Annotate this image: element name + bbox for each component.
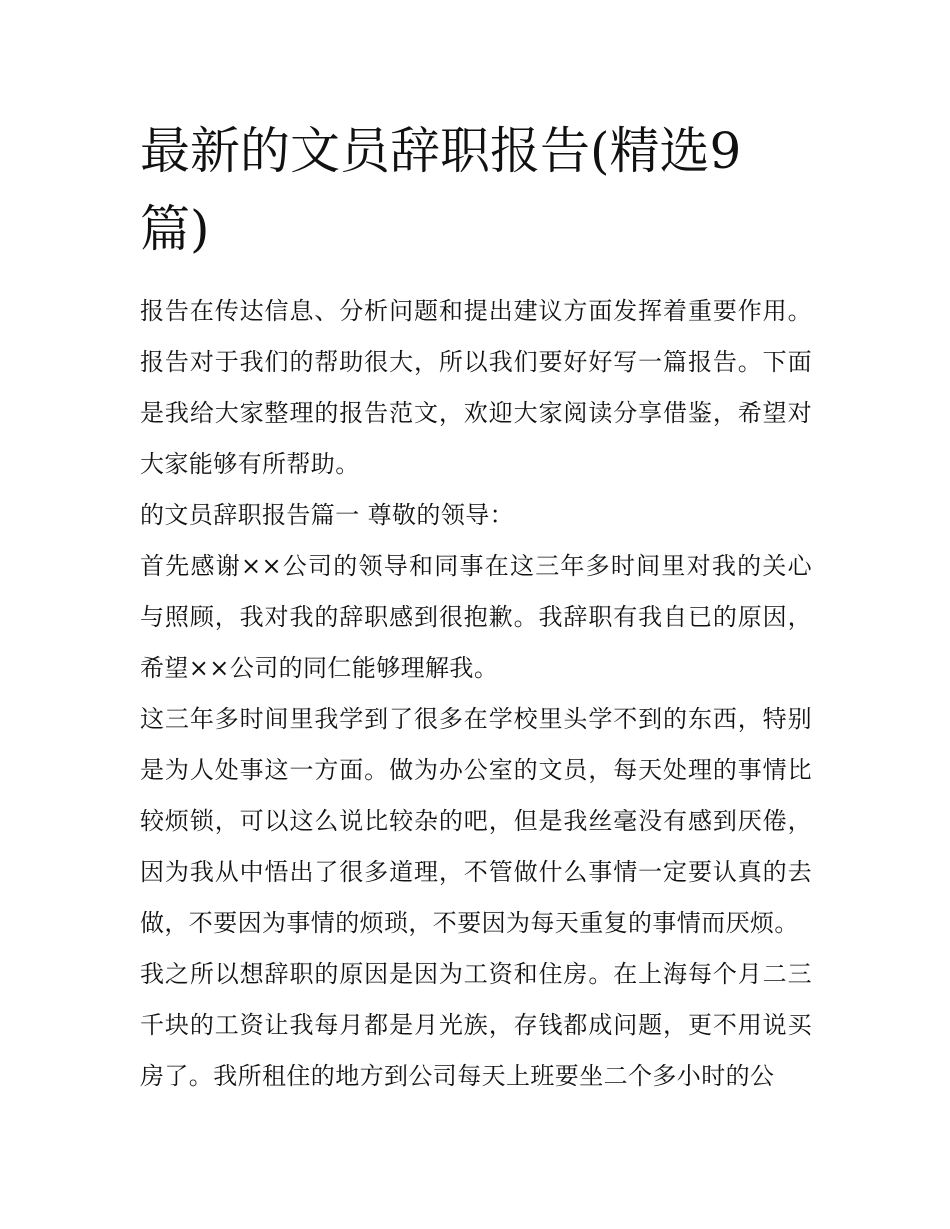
paragraph-experience: 这三年多时间里我学到了很多在学校里头学不到的东西，特别是为人处事这一方面。做为办公室的文员，每天处理的事情比较烦锁，可以这么说比较杂的吧，但是我丝毫没有感到厌倦，因为我从中悟出了很多道理，不管做什么事情一定要认真的去做，不要因为事情的烦琐，不要因为每天重复的事情而厌烦。 xyxy=(140,705,812,937)
paragraph-thanks: 首先感谢××公司的领导和同事在这三年多时间里对我的关心与照顾，我对我的辞职感到很抱歉。我辞职有我自已的原因，希望××公司的同仁能够理解我。 xyxy=(140,552,812,682)
paragraph-reason: 我之所以想辞职的原因是因为工资和住房。在上海每个月二三千块的工资让我每月都是月光族，存钱都成问题，更不用说买房了。我所租住的地方到公司每天上班要坐二个多小时的公 xyxy=(140,960,812,1090)
paragraph-intro: 报告在传达信息、分析问题和提出建议方面发挥着重要作用。报告对于我们的帮助很大，所以我们要好好写一篇报告。下面是我给大家整理的报告范文，欢迎大家阅读分享借鉴，希望对大家能够有所帮助。 xyxy=(140,297,812,478)
paragraph-salutation: 的文员辞职报告篇一 尊敬的领导： xyxy=(140,501,515,529)
document-page xyxy=(140,112,820,1102)
document-title: 最新的文员辞职报告(精选9篇) xyxy=(140,122,742,258)
